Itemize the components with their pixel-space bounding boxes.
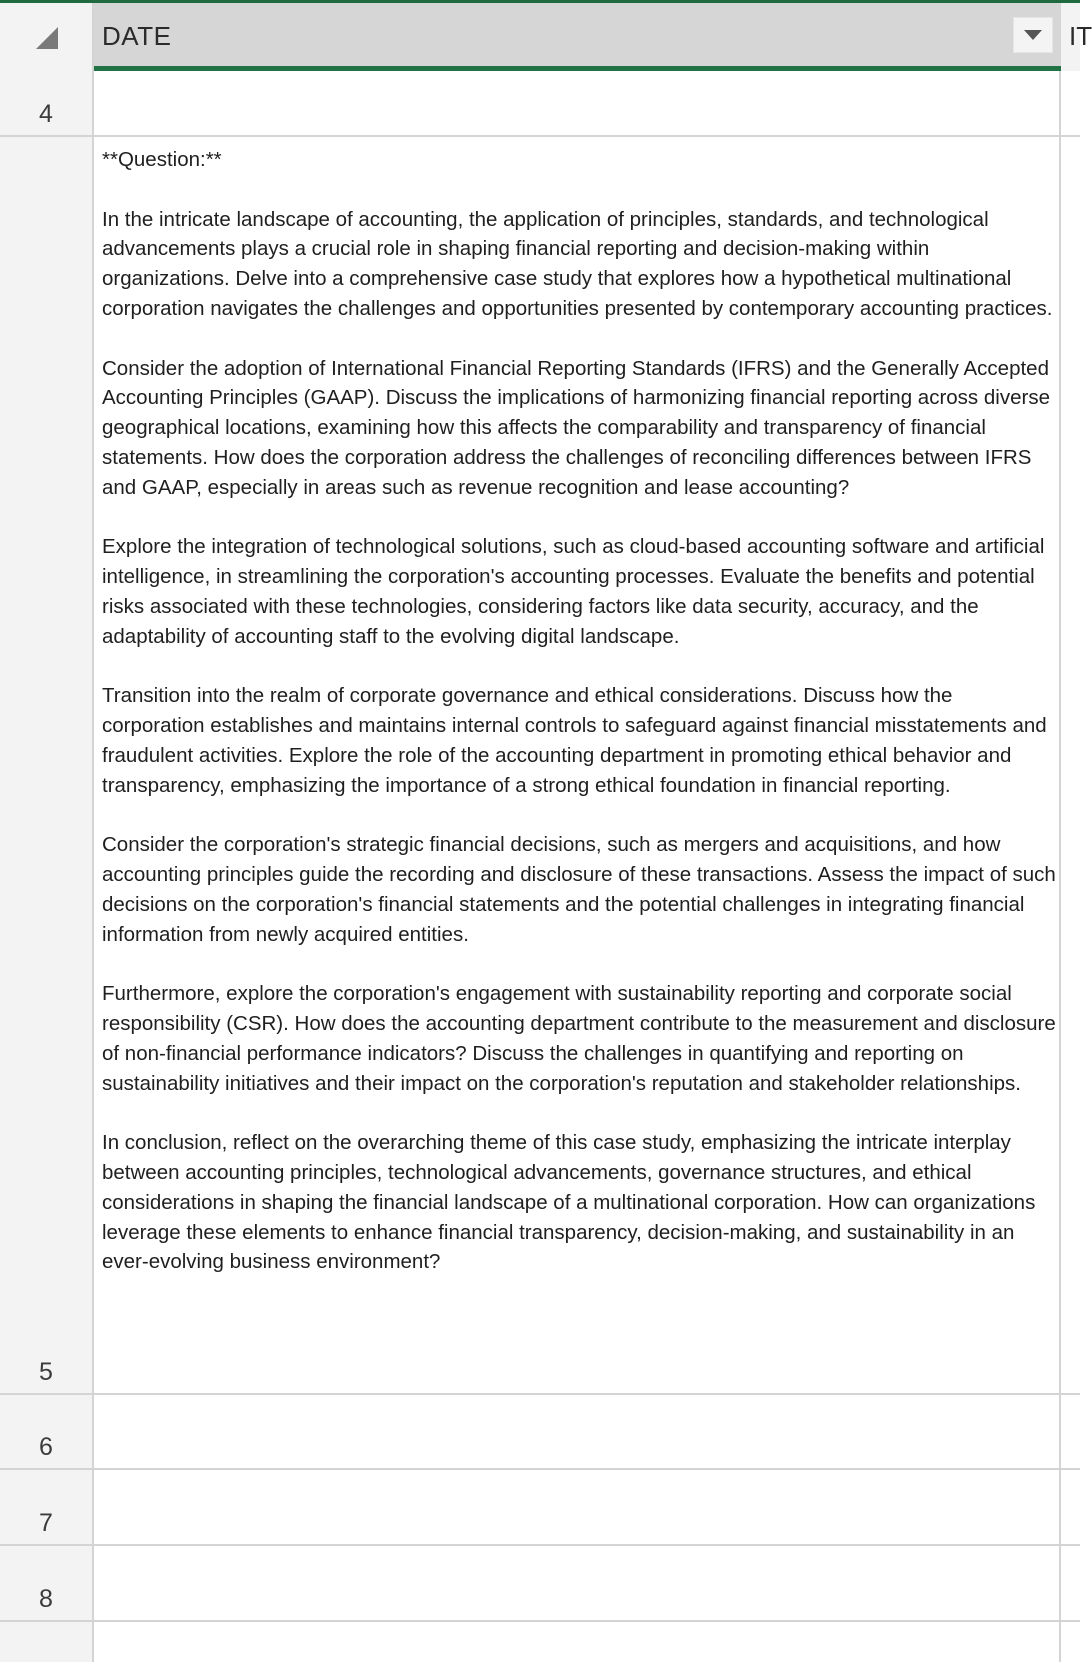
table-row — [0, 71, 1080, 137]
column-header-row — [0, 3, 1092, 71]
column-header-date[interactable] — [94, 3, 1061, 71]
filter-dropdown-button[interactable] — [1013, 17, 1053, 53]
spreadsheet-grid — [0, 3, 1092, 1662]
table-row — [0, 137, 1080, 1395]
paragraph: Transition into the realm of corporate governance and ethical considerations. Discuss how the corporation establishes and maintains internal controls to safeguard against financial misstatements and fraudulent activities. Explore the role of the accounting department in promoting ethical behavior and transparency, emphasizing the importance of a strong ethical foundation in financial reporting. — [102, 684, 1047, 797]
date-cell[interactable] — [94, 1546, 1061, 1620]
row-number[interactable]: 8 — [0, 1546, 94, 1620]
next-column-cell[interactable] — [1061, 71, 1080, 135]
table-row — [0, 1622, 1080, 1662]
row-number[interactable]: 4 — [0, 71, 94, 135]
row-header-partial[interactable] — [0, 1622, 94, 1662]
paragraph: In conclusion, reflect on the overarching theme of this case study, emphasizing the intricate interplay between accounting principles, technological advancements, governance structures, and ethical considerations in shaping the financial landscape of a multinational corporation. How can organizations leverage these elements to enhance financial transparency, decision-making, and sustainability in an ever-evolving business environment? — [102, 1131, 1036, 1274]
next-column-cell[interactable] — [1061, 1470, 1080, 1544]
select-all-triangle-icon — [36, 27, 58, 49]
cell-text — [102, 145, 1057, 1393]
paragraph: **Question:** — [102, 148, 222, 171]
date-cell[interactable] — [94, 1622, 1061, 1662]
paragraph: In the intricate landscape of accounting, the application of principles, standards, and technological advancements plays a crucial role in shaping financial reporting and decision-making within organizations. Delve into a comprehensive case study that explores how a hypothetical multinational corporation navigates the challenges and opportunities presented by contemporary accounting practices. — [102, 207, 1053, 320]
date-cell[interactable] — [94, 1395, 1061, 1468]
select-all-corner[interactable] — [0, 3, 94, 71]
paragraph: Consider the adoption of International Financial Reporting Standards (IFRS) and the Generally Accepted Accounting Principles (GAAP). Discuss the implications of harmonizing financial reporting across diverse geographical locations, examining how this affects the comparability and transparency of financial statements. How does the corporation address the challenges of reconciling differences between IFRS and GAAP, especially in areas such as revenue recognition and lease accounting? — [102, 356, 1050, 499]
paragraph: Explore the integration of technological solutions, such as cloud-based accounting software and artificial intelligence, in streamlining the corporation's accounting processes. Evaluate the benefits and potential risks associated with these technologies, considering factors like data security, accuracy, and the adaptability of accounting staff to the evolving digital landscape. — [102, 535, 1045, 648]
chevron-down-icon — [1024, 30, 1042, 40]
row-number[interactable]: 6 — [0, 1395, 94, 1468]
table-row — [0, 1395, 1080, 1470]
column-header-next[interactable] — [1061, 3, 1092, 71]
row-number[interactable]: 5 — [0, 137, 94, 1393]
row-number[interactable]: 7 — [0, 1470, 94, 1544]
next-column-cell[interactable] — [1061, 1395, 1080, 1468]
next-column-cell[interactable] — [1061, 1546, 1080, 1620]
date-cell[interactable] — [94, 137, 1061, 1393]
column-header-next-label: IT — [1069, 21, 1092, 51]
next-column-cell[interactable] — [1061, 1622, 1080, 1662]
table-row — [0, 1470, 1080, 1546]
paragraph: Consider the corporation's strategic financial decisions, such as mergers and acquisitions, and how accounting principles guide the recording and disclosure of these transactions. Assess the impact of such decisions on the corporation's financial statements and the potential challenges in integrating financial information from newly acquired entities. — [102, 833, 1056, 946]
date-cell[interactable] — [94, 1470, 1061, 1544]
table-row — [0, 1546, 1080, 1622]
column-header-label: DATE — [102, 21, 172, 51]
paragraph: Furthermore, explore the corporation's engagement with sustainability reporting and corporate social responsibility (CSR). How does the accounting department contribute to the measurement and disclosure of non-financial performance indicators? Discuss the challenges in quantifying and reporting on sustainability initiatives and their impact on the corporation's reputation and stakeholder relationships. — [102, 982, 1056, 1095]
next-column-cell[interactable] — [1061, 137, 1080, 1393]
date-cell[interactable] — [94, 71, 1061, 135]
